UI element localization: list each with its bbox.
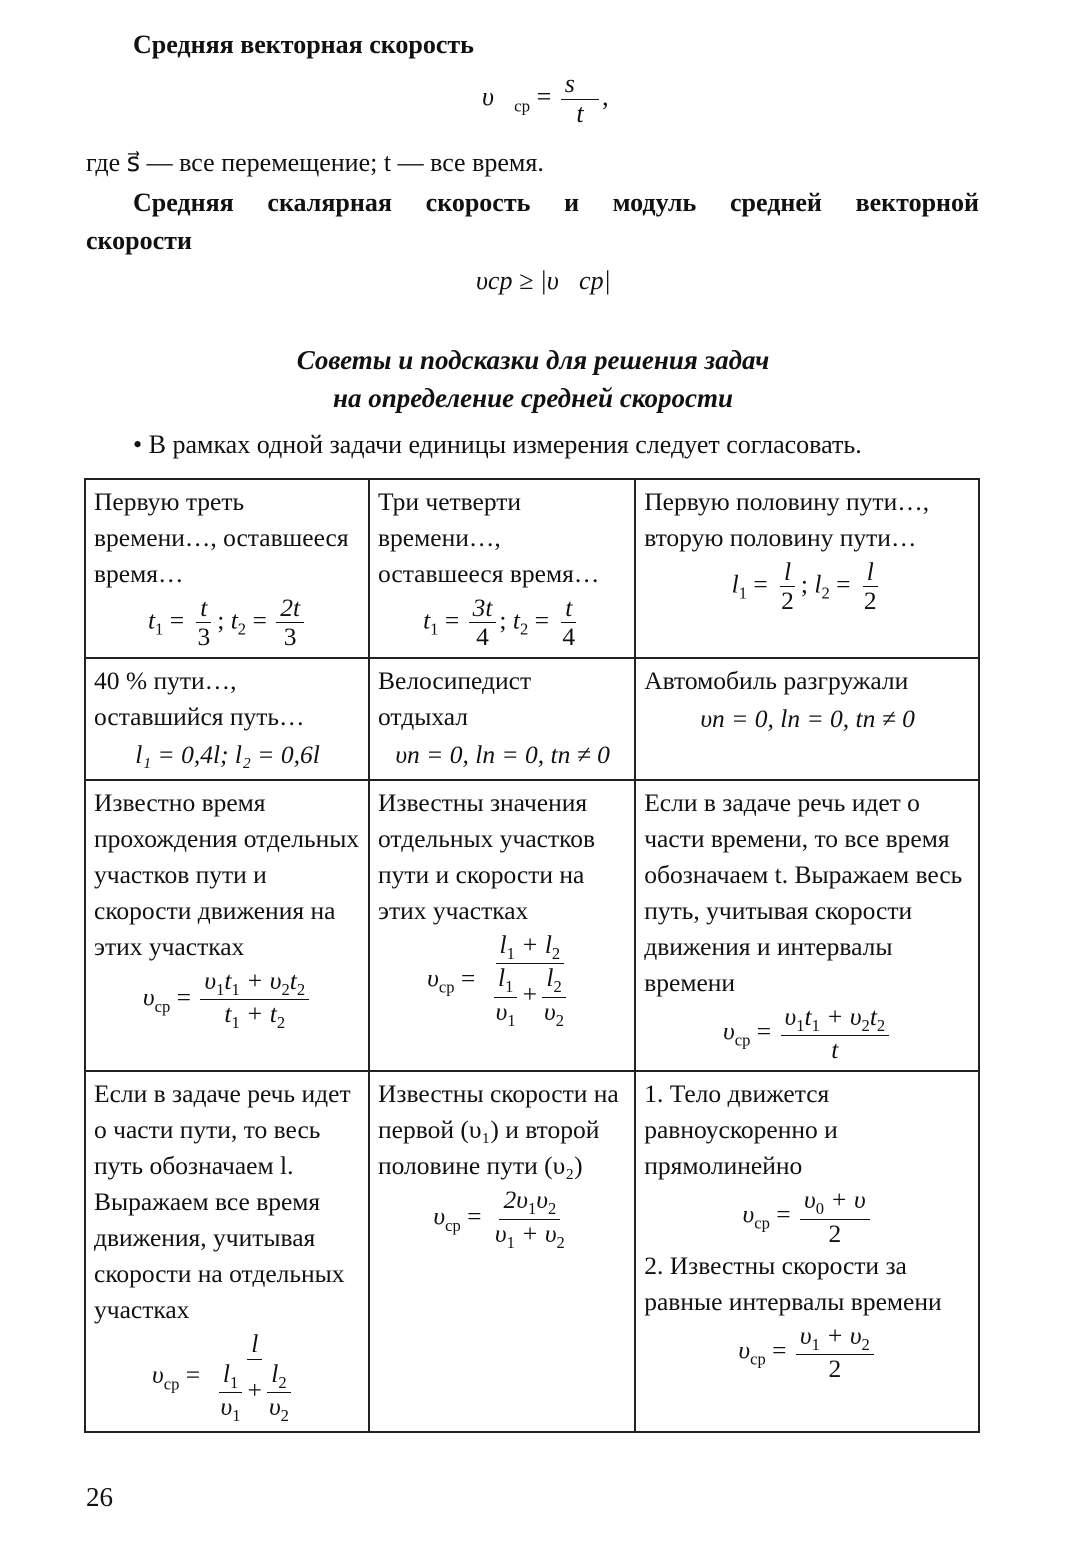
- cell-text: Три четверти времени…, оставшееся время…: [378, 487, 600, 588]
- table-row: [85, 658, 979, 780]
- where-text: где s⃗ — все перемещение; t — все время.: [86, 148, 544, 177]
- cell-text: Если в задаче речь идет о части времени, то все время обозначаем t. Выражаем весь путь, учитывая скорости движения и интервалы времени: [644, 788, 963, 998]
- section-title-line2: на определение средней скорости: [333, 383, 733, 413]
- table-cell: [635, 479, 979, 658]
- table-cell: [635, 658, 979, 780]
- heading-scalar: Средняя скалярная скорость и модуль средней векторной: [133, 188, 979, 217]
- table-row: [85, 780, 979, 1071]
- section-title-line1: Советы и подсказки для решения задач: [296, 345, 770, 375]
- table-cell: [369, 1071, 635, 1432]
- cell-formula: $\upsilon_{ср}$ = l $\frac{l_1}{\upsilon_1}$ + $\frac{l_2}{\upsilon_2}$: [152, 1329, 289, 1425]
- table-cell: [635, 1071, 979, 1432]
- cell-formula: $\upsilon_{ср}$ = $\frac{\upsilon_1t_1 + \upsilon_2t_2}{t}$: [644, 1003, 971, 1064]
- cell-text: 1. Тело движется равноускоренно и прямолинейно: [644, 1079, 838, 1181]
- cell-formula: $t_1$ = $\frac{3t}{4}$ ; $t_2$ = $\frac{t}{4}$: [423, 593, 576, 652]
- cell-text: 40 % пути…, оставшийся путь…: [94, 666, 305, 732]
- table-cell: [85, 658, 369, 780]
- table-cell: [369, 479, 635, 658]
- table-cell: [85, 780, 369, 1071]
- cell-formula: $\upsilon_{ср}$ = $l_1 + l_2$ $\frac{l_1}{\upsilon_1}$ + $\frac{l_2}{\upsilon_2}$: [427, 930, 565, 1030]
- vector-average-formula: $\upsilon⃗_{ср}$ = $\frac{s⃗}{t}$ ,: [482, 69, 609, 128]
- cell-text: Известны скорости на первой (υ₁) и второй половине пути (υ₂): [378, 1079, 619, 1181]
- cell-formula: $\upsilon_{ср}$ = $\frac{2\upsilon_1\upsilon_2}{\upsilon_1 + \upsilon_2}$: [433, 1185, 565, 1252]
- cell-text: Если в задаче речь идет о части пути, то весь путь обозначаем l. Выражаем все время движения, учитывая скорости на отдельных участках: [94, 1079, 351, 1325]
- heading-scalar-cont: скорости: [86, 226, 192, 255]
- cell-formula: $\upsilon_{ср}$ = $\frac{\upsilon_1t_1 + \upsilon_2t_2}{t_1 + t_2}$: [94, 967, 361, 1033]
- cell-formula: l₁ = 0,4l; l₂ = 0,6l: [135, 740, 320, 770]
- cell-text: Известно время прохождения отдельных участков пути и скорости движения на этих участках: [94, 788, 360, 962]
- table-row: [85, 1071, 979, 1432]
- cell-text: Велосипедист отдыхал: [378, 666, 532, 732]
- cell-formula: $\upsilon_{ср}$ = $\frac{\upsilon_1 + \upsilon_2}{2}$: [644, 1322, 971, 1383]
- table-cell: [635, 780, 979, 1071]
- cell-formula: $l_1$ = $\frac{l}{2}$ ; $l_2$ = $\frac{l}{2}$: [731, 557, 877, 616]
- table-cell: [369, 658, 635, 780]
- table-cell: [369, 780, 635, 1071]
- cell-formula: $\upsilon_{ср}$ = $\frac{\upsilon_0 + \upsilon}{2}$: [644, 1186, 971, 1247]
- cell-text: 2. Известны скорости за равные интервалы времени: [644, 1250, 942, 1316]
- cell-formula: $t_1$ = $\frac{t}{3}$ ; $t_2$ = $\frac{2t}{3}$: [94, 594, 361, 651]
- cell-text: Автомобиль разгружали: [644, 666, 909, 696]
- table-cell: [85, 1071, 369, 1432]
- cell-text: Первую треть времени…, оставшееся время…: [94, 487, 349, 588]
- cell-text: Известны значения отдельных участков пути и скорости на этих участках: [378, 788, 596, 926]
- heading-vector-average: Средняя векторная скорость: [133, 30, 474, 59]
- table-row: [85, 479, 979, 658]
- bullet-note: • В рамках одной задачи единицы измерения следует согласовать.: [133, 430, 862, 459]
- cell-formula: υп = 0, lп = 0, tп ≠ 0: [700, 704, 915, 734]
- tips-table: [84, 478, 980, 1433]
- page-number: 26: [86, 1482, 113, 1512]
- cell-text: Первую половину пути…, вторую половину пути…: [644, 487, 930, 552]
- table-cell: [85, 479, 369, 658]
- scalar-formula: υср ≥ |υ⃗ср|: [476, 266, 611, 295]
- cell-formula: υп = 0, lп = 0, tп ≠ 0: [395, 740, 610, 770]
